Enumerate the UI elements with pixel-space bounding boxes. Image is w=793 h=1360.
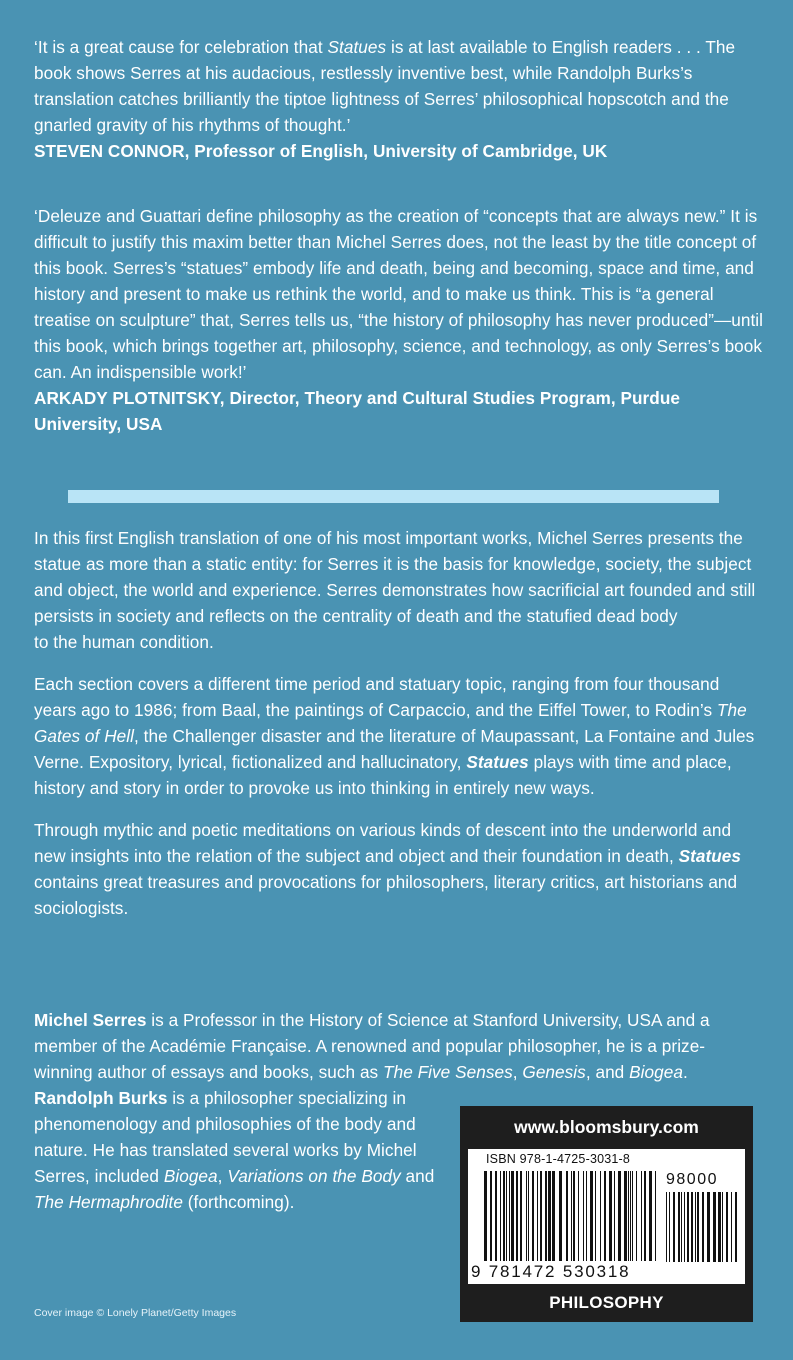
barcode-bar [583, 1171, 584, 1261]
barcode-bar [636, 1171, 637, 1261]
barcode-bar [713, 1192, 716, 1262]
book-description [34, 525, 764, 921]
barcode-bar [537, 1171, 538, 1261]
barcode-bar [578, 1171, 579, 1261]
barcode-bar [609, 1171, 612, 1261]
divider-bar [68, 490, 719, 503]
price-code: 98000 [666, 1171, 718, 1188]
barcode-bar [702, 1192, 704, 1262]
barcode-bar [630, 1171, 631, 1261]
barcode-bar [644, 1171, 646, 1261]
description-paragraph: Each section covers a different time period and statuary topic, ranging from four thousand years ago to 1986; from Baal, the paintings of Carpaccio, and the Eiffel Tower, to Rodin’s The Gates of Hell, the Challenger disaster and the literature of Maupassant, La Fontaine and Jules Verne. Expository, lyrical, fictionalized and hallucinatory, Statues plays with time and place, history and story in order to provoke us into thinking in entirely new ways. [34, 674, 755, 798]
barcode-bar [548, 1171, 551, 1261]
barcode-bar [559, 1171, 562, 1261]
quote-text: ‘It is a great cause for celebration that Statues is at last available to English readers . . . The book shows Serres at his audacious, restlessly inventive best, while Randolph Burks’s translation catches brilliantly the tiptoe lightness of Serres’ philosophical hopscotch and the gnarled gravity of his rhythms of thought.’ [34, 37, 736, 135]
barcode-bar [722, 1192, 723, 1262]
quote-attribution: ARKADY PLOTNITSKY, Director, Theory and Cultural Studies Program, Purdue University, USA [34, 388, 681, 434]
barcode-bar [632, 1171, 633, 1261]
barcode-bar [604, 1171, 606, 1261]
barcode-bar [678, 1192, 680, 1262]
barcode-panel [468, 1149, 745, 1284]
barcode-bar [673, 1192, 675, 1262]
barcode-bar [628, 1171, 629, 1261]
barcode-bar [506, 1171, 507, 1261]
barcode-bar [509, 1171, 510, 1261]
review-quote-connor [34, 34, 764, 164]
barcode-bar [718, 1192, 721, 1262]
translator-bio: Randolph Burks is a philosopher specializing in phenomenology and philosophies of the body and nature. He has translated several works by Michel Serres, included Biogea, Variations on the Body and The Hermaphrodite (forthcoming). [34, 1088, 435, 1212]
review-quote-plotnitsky [34, 203, 764, 437]
description-paragraph: Through mythic and poetic meditations on various kinds of descent into the underworld and new insights into the relation of the subject and object and their foundation in death, Statues contains great treasures and provocations for philosophers, literary critics, art historians and sociologists. [34, 820, 742, 918]
barcode-bar [586, 1171, 587, 1261]
isbn-label: ISBN 978-1-4725-3031-8 [486, 1152, 631, 1166]
barcode-bar [528, 1171, 529, 1261]
barcode-bar [532, 1171, 534, 1261]
barcode-bar [566, 1171, 568, 1261]
barcode-bar [571, 1171, 572, 1261]
cover-image-credit: Cover image © Lonely Planet/Getty Images [34, 1307, 237, 1319]
isbn-digits: 9 781472 530318 [471, 1262, 631, 1281]
barcode-bar [731, 1192, 732, 1262]
barcode-bar [595, 1171, 596, 1261]
barcode-bar [735, 1192, 737, 1262]
barcode-bar [624, 1171, 627, 1261]
barcode-bar [681, 1192, 682, 1262]
barcode-bar [687, 1192, 689, 1262]
barcode-bar [526, 1171, 527, 1261]
barcode-bar [511, 1171, 514, 1261]
publisher-url: www.bloomsbury.com [514, 1117, 699, 1137]
barcode-bar [726, 1192, 728, 1262]
barcode-bar [495, 1171, 497, 1261]
barcode-bar [691, 1192, 693, 1262]
author-bio: Michel Serres is a Professor in the History of Science at Stanford University, USA and a member of the Académie Française. A renowned and popular philosopher, he is a prize-winning author of essays and books, such as The Five Senses, Genesis, and Biogea. [34, 1010, 710, 1082]
barcode-bar [697, 1192, 699, 1262]
barcode-bar [666, 1192, 667, 1262]
description-paragraph: In this first English translation of one of his most important works, Michel Serres presents the statue as more than a static entity: for Serres it is the basis for knowledge, society, the subject and object, the world and experience. Serres demonstrates how sacrificial art founded and still persists in society and reflects on the centrality of death and the statufied dead body to the human condition. [34, 528, 756, 652]
barcode-bar [684, 1192, 685, 1262]
barcode-bar [695, 1192, 696, 1262]
barcode-bar [641, 1171, 642, 1261]
quote-attribution: STEVEN CONNOR, Professor of English, University of Cambridge, UK [34, 141, 608, 161]
price-barcode [666, 1192, 738, 1262]
barcode-bar [649, 1171, 652, 1261]
barcode-bar [503, 1171, 505, 1261]
barcode-bar [520, 1171, 522, 1261]
barcode-bar [707, 1192, 710, 1262]
quote-text: ‘Deleuze and Guattari define philosophy as the creation of “concepts that are always new.” It is difficult to justify this maxim better than Michel Serres does, not the least by the title concept of this book. Serres’s “statues” embody life and death, being and becoming, space and time, and history and present to make us rethink the world, and to make us think. This is “a general treatise on sculpture” that, Serres tells us, “the history of philosophy has never produced”—until this book, which brings together art, philosophy, science, and technology, as only Serres’s book can. An indispensible work!’ [34, 206, 764, 382]
barcode-bar [545, 1171, 547, 1261]
barcode-bar [490, 1171, 492, 1261]
isbn-barcode [484, 1171, 660, 1261]
barcode-bar [516, 1171, 518, 1261]
barcode-bar [484, 1171, 487, 1261]
barcode-bar [540, 1171, 542, 1261]
barcode-box [460, 1106, 753, 1322]
barcode-bar [573, 1171, 575, 1261]
subject-category: PHILOSOPHY [549, 1293, 664, 1312]
barcode-bar [600, 1171, 601, 1261]
barcode-bar [590, 1171, 593, 1261]
barcode-bar [500, 1171, 501, 1261]
barcode-bar [655, 1171, 656, 1261]
barcode-bar [669, 1192, 670, 1262]
barcode-bar [618, 1171, 621, 1261]
barcode-bar [552, 1171, 555, 1261]
barcode-bar [614, 1171, 615, 1261]
